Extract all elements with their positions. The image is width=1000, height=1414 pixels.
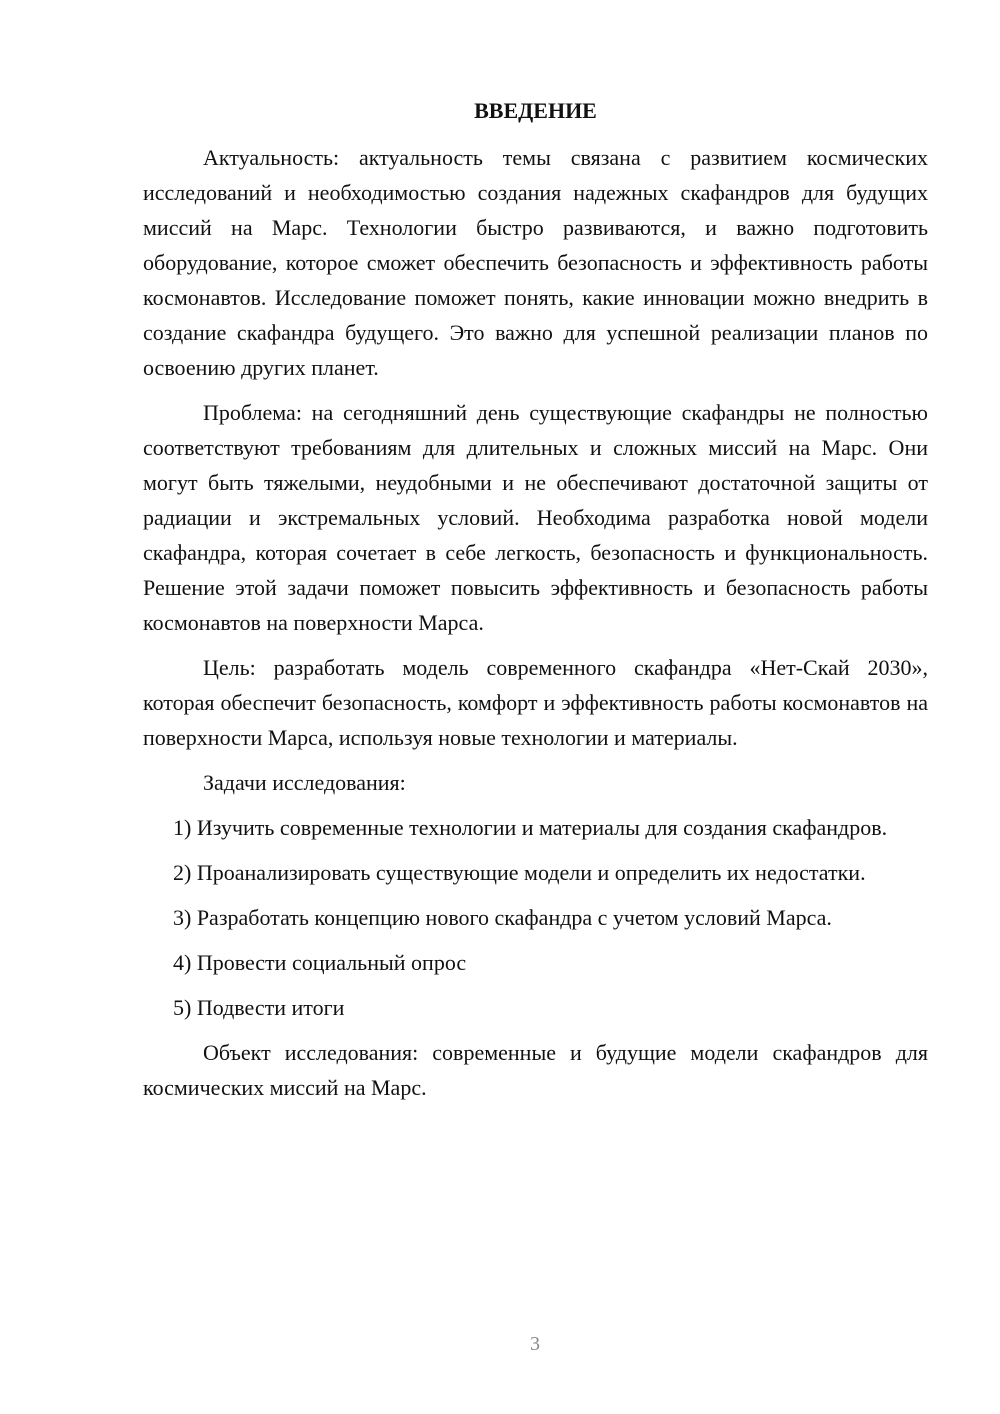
paragraph-problem: Проблема: на сегодняшний день существующие скафандры не полностью соответствуют требованиям для длительных и сложных миссий на Марс. Они могут быть тяжелыми, неудобными и не обеспечивают достаточной защиты от радиации и экстремальных условий. Необходима разработка новой модели скафандра, которая сочетает в себе легкость, безопасность и функциональность. Решение этой задачи поможет повысить эффективность и безопасность работы космонавтов на поверхности Марса. [143,400,928,635]
task-item-3: 3) Разработать концепцию нового скафандра с учетом условий Марса. [173,905,832,930]
task-item-1: 1) Изучить современные технологии и материалы для создания скафандров. [173,815,888,840]
task-item-2: 2) Проанализировать существующие модели и определить их недостатки. [173,860,866,885]
tasks-heading: Задачи исследования: [203,770,406,795]
paragraph-relevance: Актуальность: актуальность темы связана с развитием космических исследований и необходимостью создания надежных скафандров для будущих миссий на Марс. Технологии быстро развиваются, и важно подготовить оборудование, которое сможет обеспечить безопасность и эффективность работы космонавтов. Исследование поможет понять, какие инновации можно внедрить в создание скафандра будущего. Это важно для успешной реализации планов по освоению других планет. [143,145,928,380]
task-item-4: 4) Провести социальный опрос [173,950,467,975]
page-number: 3 [530,1333,540,1355]
paragraph-goal: Цель: разработать модель современного скафандра «Нет-Скай 2030», которая обеспечит безопасность, комфорт и эффективность работы космонавтов на поверхности Марса, используя новые технологии и материалы. [143,655,928,750]
paragraph-object: Объект исследования: современные и будущие модели скафандров для космических миссий на Марс. [143,1040,928,1100]
document-page [143,94,928,1115]
document-title: ВВЕДЕНИЕ [474,98,597,123]
task-item-5: 5) Подвести итоги [173,995,345,1020]
